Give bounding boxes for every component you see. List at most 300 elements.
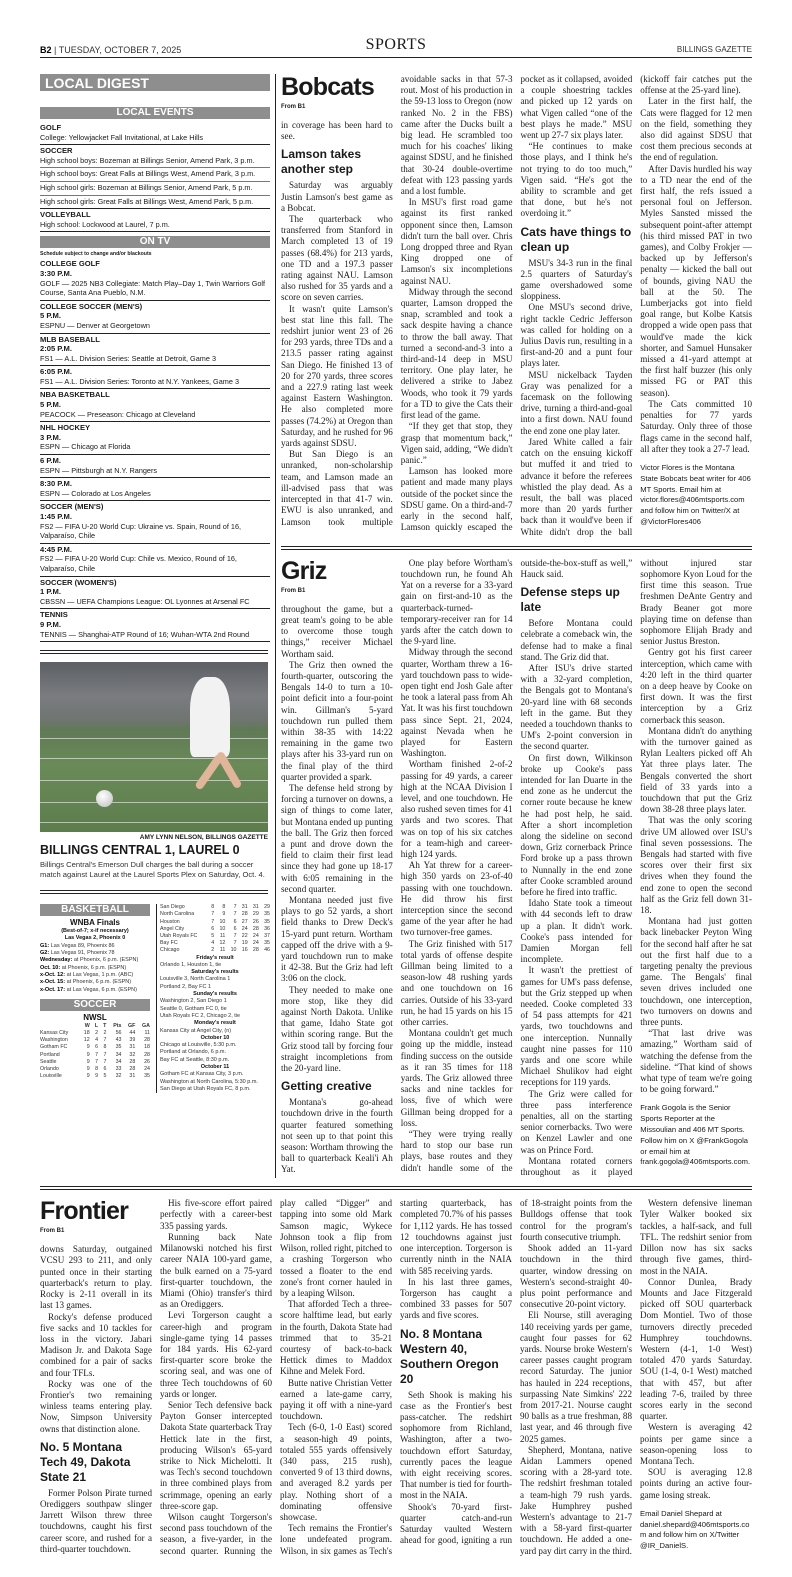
standings-cell: Portland [40,1051,60,1058]
standings-row [40,1030,150,1037]
article-paragraph: Rocky's defense produced five sacks and 10 tackles for loss in the victory. Jabari Madison Jr. and Dakota Sage combined for a pair of sacks and four TFLs. [40,1311,152,1378]
game-label: x-Oct. 12: [40,971,66,978]
standings-cell: 18 [83,1030,90,1036]
standings-cell: 9 [86,1073,90,1080]
standings-cell: 12 [219,940,226,947]
article-paragraph: It wasn't quite Lamson's best stat line this fall. The redshirt junior went 23 of 26 for 293 yards, three TDs and a 213.5 passer rating against San Diego. He finished 13 of 20 for 270 yards, three scores and a 227.9 rating last week against Eastern Washington. He also completed more passes (74.2%) at Oregon than Saturday, and he rushed for 96 yards against SDSU. [281,303,393,449]
nwsl-standings-a [40,1023,150,1081]
standings-cell: 7 [103,1058,107,1065]
wnba-title: WNBA Finals [70,918,120,928]
standings-cell: 2 [103,1030,107,1036]
article-jump-line: From B1 [281,587,306,594]
paper-name: BILLINGS GAZETTE [676,45,752,54]
tv-sport: SOCCER (WOMEN'S) [40,577,117,587]
tv-program: GOLF — 2025 NB3 Collegiate: Match Play–Day 1, Twin Warriors Golf Course, Santa Ana Pueblo, N.M. [40,278,266,298]
game-label: Oct. 10: [40,964,61,971]
page-folio: B2 | TUESDAY, OCTOBER 7, 2025 [40,45,182,55]
article-paragraph: throughout the game, but a great team's going to be able to overcome those tough things,” receiver Michael Wortham said. [281,603,393,659]
article-subhead: Lamson takes another step [281,147,362,177]
tv-time: 8:30 P.M. [40,479,72,489]
article-paragraph: On first down, Wilkinson broke up Cooke's pass intended for Ian Duarte in the end zone as he undercut the corner route because he knew he had post help, he said. After a short incompletion along the sideline on second down, Griz cornerback Prince Ford broke up a pass thrown to Nunnally in the end zone after Cooke scrambled around before he fired into traffic. [520,752,633,897]
tv-note: Schedule subject to change and/or blackouts [40,251,152,258]
standings-cell: 28 [252,947,259,954]
tv-listing [40,258,270,300]
caption-headline: BILLINGS CENTRAL 1, LAUREL 0 [40,843,240,858]
result-line: Portland 2, Bay FC 1 [160,983,212,990]
result-line: Chicago at Louisville, 5:30 p.m. [160,1042,237,1049]
standings-cell: 31 [252,904,259,911]
article-paragraph: The Griz were called for three pass interference penalties, all on the starting senior cornerbacks. Two were on Kenzel Lawler and one was on Prince Ford. [520,1088,633,1155]
tv-program: ESPN — Pittsburgh at N.Y. Rangers [40,465,158,475]
on-tv-title: ON TV [40,236,270,248]
article-paragraph: Senior Tech defensive back Payton Gonser intercepted Dakota State quarterback Tray Hettick late in the first, producing Wilson's 65-yard strike to Nick Michelotti. It was Tech's second touchdown in three combined plays from scrimmage, opening an early three-score gap. [160,1399,272,1511]
standings-row [160,911,270,918]
article-paragraph: The defense held strong by forcing a turnover on downs, a sign of things to come later, but Montana ended up punting the ball. The Griz then forced a punt and drove down the field to claim their first lead since they had gone up 18-17 with 6:05 remaining in the second quarter. [281,782,393,894]
article-body [281,74,752,538]
results-heading: October 10 [200,1034,230,1041]
results-heading: Friday's result [196,954,234,961]
article-paragraph: “If they get that stop, they grasp that momentum back,” Vigen said, adding, “We didn't panic.” [400,421,513,465]
left-rail [40,74,270,1093]
standings-cell: 7 [233,911,237,918]
article-paragraph: Later in the first half, the Cats were flagged for 12 men on the field, something they also did against SDSU that cost them precious seconds at the end of regulation. [640,96,752,163]
article-paragraph: Levi Torgerson caught a career-high and program single-game tying 14 passes for 184 yards. His 62-yard first-quarter score broke the scoring seal, and was one of three Tech touchdowns of 60 yards or longer. [160,1310,272,1399]
tv-listing [40,501,270,543]
standings-cell: 24 [241,925,248,932]
standings-cell: 10 [219,918,226,925]
tv-sport: COLLEGE SOCCER (MEN'S) [40,301,143,311]
tv-time: 3:30 P.M. [40,268,72,278]
standings-cell: 34 [115,1051,122,1058]
standings-cell: 18 [144,1044,150,1051]
local-digest-title: LOCAL DIGEST [40,74,270,91]
tv-listing [40,301,270,334]
standings-cell: 7 [103,1037,107,1044]
wnba-game [40,972,150,979]
tv-program: ESPNU — Denver at Georgetown [40,320,150,330]
standings-cell: 28 [144,1037,150,1044]
standings-cell: Seattle [40,1058,57,1065]
article-subhead: Cats have things to clean up [520,224,632,254]
column-header: Pts [113,1022,122,1029]
standings-cell: 56 [115,1030,122,1036]
result-line: Kansas City at Angel City, (n) [160,1027,232,1034]
author-bio: Email Daniel Shepard at daniel.shepard@406mtsports.com and follow him on X/Twitter @IR_DanielS. [640,1508,750,1551]
photo-credit: AMY LYNN NELSON, BILLINGS GAZETTE [139,834,268,842]
event-text: College: Yellowjacket Fall Invitational, at Lake Hills [40,132,204,142]
caption-text: Billings Central's Emerson Dull charges the ball during a soccer match against Laurel at the Laurel Sports Plex on Saturday, Oct. 4. [40,860,265,880]
tv-time: 6 P.M. [40,456,61,466]
standings-cell: 7 [211,911,215,918]
tv-listing [40,544,270,577]
article-paragraph: Montana's go-ahead touchdown drive in the fourth quarter featured something not seen up to that point this season: Wortham throwing the ball to quarterback Keali'i Ah Yat. [281,1097,393,1175]
article-paragraph: The Griz then owned the fourth-quarter, outscoring the Bengals 14-0 to turn a 10-point deficit into a four-point win. Gillman's 5-yard touchdown run pulled them within 38-35 with 14:22 remaining in the game two plays after his 33-yard run on the final play of the third quarter provided a spark. [281,659,393,782]
column-header: GA [142,1022,150,1029]
standings-cell: 46 [264,947,270,954]
standings-cell: Washington [40,1037,68,1044]
article-paragraph: In his last three games, Torgerson has caught a combined 33 passes for 507 yards and five scores. [400,1276,512,1321]
article-paragraph: Idaho State took a timeout with 44 seconds left to draw up a plan. It didn't work. Cooke's pass intended for Damien Morgan fell incomplete. [520,898,633,965]
game-info: Las Vegas 91, Phoenix 78 [50,950,115,957]
game-label: Wednesday: [40,957,73,964]
article-body [281,558,752,1179]
page-date: TUESDAY, OCTOBER 7, 2025 [58,45,182,55]
column-rule [275,74,276,1178]
standings-cell: 6 [233,918,237,925]
author-bio: Frank Gogola is the Senior Sports Reporter at the Missoulian and 406 MT Sports. Follow him on X @FrankGogola or email him at frank.gogola@406mtsports.com. [640,1103,751,1167]
standings-row [160,933,270,940]
standings-cell: 35 [144,1073,150,1080]
column-header [40,1023,78,1030]
standings-cell: 39 [129,1037,136,1044]
standings-row [40,1037,150,1044]
section-name: SPORTS [365,36,427,53]
tv-time: 5 P.M. [40,311,61,321]
standings-row [160,947,270,954]
tv-listing [40,455,270,478]
article-paragraph: Jared White called a fair catch on the ensuing kickoff but muffed it and tried to advance it before the referees whistled the play dead. As a result, the ball was placed more than 20 yards further back than it would've been if White didn't drop the ball (kickoff fair catches put the offense at the 25-yard line). [520,74,752,537]
standings-cell: Kansas City [40,1030,69,1036]
scoreboard [40,904,270,1093]
article-subhead: Defense steps up late [520,585,620,615]
result-line: Bay FC at Seattle, 8:30 p.m. [160,1056,230,1063]
article-subhead: No. 5 Montana Tech 49, Dakota State 21 [40,1439,131,1484]
article-headline: Bobcats [281,73,375,101]
nwsl-standings-b [160,904,270,954]
standings-cell: 6 [95,1044,99,1051]
event-item [40,182,270,196]
tv-program: ESPN — Colorado at Los Angeles [40,488,151,498]
standings-cell: Gotham FC [40,1044,68,1051]
standings-cell: San Diego [160,904,185,911]
standings-cell: 16 [241,947,248,954]
standings-cell: 7 [103,1051,107,1058]
article-paragraph: That was the only scoring drive UM allowed over ISU's final seven possessions. The Bengals had started with five scores over their first six drives when they found the end zone to open the second half as the Griz fell down 31-18. [640,815,752,916]
soccer-photo [40,662,268,832]
article-paragraph: Western is averaging 42 points per game since a season-opening loss to Montana Tech. [640,1422,752,1466]
article-paragraph: Seth Shook is making his case as the Frontier's best pass-catcher. The redshirt sophomore from Richland, Washington, after a two-touchdown effort Saturday, currently paces the league with eight receiving scores. That number is tied for fourth-most in the NAIA. [400,1389,512,1501]
tv-program: PEACOCK — Preseason: Chicago at Cleveland [40,409,196,419]
standings-cell: 10 [230,947,237,954]
article-paragraph: Midway through the second quarter, Wortham threw a 16-yard touchdown pass to wide-open tight end Josh Gale after he took a lateral pass from Ah Yat. It was his first touchdown pass since Sept. 21, 2024, against Nevada when he played for Eastern Washington. [400,647,513,759]
standings-cell: 29 [252,911,259,918]
event-sport: SOCCER [40,146,73,156]
standings-cell: Bay FC [160,940,178,947]
tv-listing [40,366,270,389]
result-line: Utah Royals FC 2, Chicago 2, tie [160,1012,241,1019]
tv-time: 1:45 P.M. [40,512,72,521]
tv-program: TENNIS — Shanghai-ATP Round of 16; Wuhan-WTA 2nd Round [40,629,250,639]
results-heading: Monday's result [194,1020,236,1027]
article-paragraph: MSU nickelback Tayden Gray was penalized for a facemask on the following drive, turning a third-and-goal into a first down. NAU found the end zone one play later. [520,369,633,436]
article-paragraph: SOU is averaging 12.8 points during an active four-game losing streak. [640,1467,752,1500]
wnba-game [40,987,150,994]
top-section [40,74,752,1178]
soccer-title: SOCCER [40,999,150,1011]
game-label: x-Oct. 17: [40,986,66,993]
standings-row [40,1073,150,1080]
nwsl-title: NWSL [83,1012,107,1022]
tv-program: FS2 — FIFA U-20 World Cup: Ukraine vs. Spain, Round of 16, Valparaíso, Chile [40,521,242,541]
article-paragraph: Shook added an 11-yard touchdown in the third quarter, window dressing on Western's second-straight 40-plus point performance and consecutive 20-point victory. [520,1243,632,1310]
event-sport: VOLLEYBALL [40,210,91,220]
standings-cell: Orlando [40,1066,59,1073]
column-header: GF [127,1022,136,1029]
article-paragraph: “He continues to make those plays, and I think he's not trying to do too much,” Vigen said. “He's got the ability to scramble and get that done, but he's not overdoing it.” [520,141,633,219]
result-line: Portland at Orlando, 6 p.m. [160,1049,227,1056]
tv-sport: COLLEGE GOLF [40,259,100,269]
article-paragraph: In MSU's first road game against its first ranked opponent since then, Lamson didn't turn the ball over. Chris Long dropped three and Ryan King dropped one of Lamson's six incompletions against NAU. [400,197,513,286]
standings-cell: Louisville [40,1073,62,1080]
standings-cell: 28 [241,911,248,918]
standings-cell: 36 [264,925,270,932]
tv-listing [40,334,270,367]
result-line: Washington 2, San Diego 1 [160,998,227,1005]
event-text: High school boys: Great Falls at Billings West, Amend Park, 3 p.m. [40,169,256,179]
standings-cell: 32 [129,1051,136,1058]
article-paragraph: Former Polson Pirate turned Orediggers southpaw slinger Jarrett Wilson threw three touchdowns, caught his first career score, and rushed for a third-quarter touchdown. [40,1487,152,1554]
event-sport: GOLF [40,123,62,132]
standings-cell: 7 [95,1058,99,1065]
standings-cell: 9 [86,1044,90,1051]
article-paragraph: Connor Dunlea, Brady Mounts and Jace Fitzgerald picked off SOU quarterback Dom Montiel. Two of those turnovers directly preceded Humphrey touchdowns. Western (4-1, 1-0 West) totaled 470 yards Saturday. SOU (1-4, 0-1 West) matched that with 457, but after leading 7-6, trailed by three scores early in the second quarter. [640,1276,752,1422]
standings-cell: Chicago [160,947,180,954]
standings-cell: 31 [241,904,248,911]
page-number: B2 [40,45,52,55]
article-paragraph: After Davis hurdled his way to a TD near the end of the first half, the refs issued a personal foul on Jefferson. Myles Sansted missed the subsequent point-after attempt (his third missed PAT in two games), and Colby Frokjer — backed up by Jefferson's penalty — kicked the ball out of bounds, giving NAU the ball at the 50. The Lumberjacks got into field goal range, but Kolbe Katsis dropped a wide open pass that would've made the kick shorter, and Samuel Hunsaker missed a 41-yard attempt at the first half buzzer (his only missed FG or PAT this season). [640,163,752,398]
article-subhead: Getting creative [281,1079,372,1094]
article-paragraph: After ISU's drive started with a 32-yard completion, the Bengals got to Montana's 20-yard line with 68 seconds left in the game. But they needed a touchdown thanks to UM's 2-point conversion in the second quarter. [520,662,633,752]
article-paragraph: The quarterback who transferred from Stanford in March completed 13 of 19 passes (68.4%) for 213 yards, one TD and a 197.3 passer rating against NAU. Lamson also rushed for 35 yards and a score on seven carries. [281,214,393,303]
divider [40,890,268,894]
tv-listing [40,609,270,642]
game-info: at Las Vegas, 1 p.m. (ABC) [66,971,134,978]
article-paragraph: Midway through the second quarter, Lamson dropped the snap, scrambled and took a sack despite having a chance to throw the ball away. That turned a second-and-3 into a third-and-14 deep in MSU territory. One play later, he delivered a strike to Jabez Woods, who took it 79 yards for a TD to give the Cats their first lead of the game. [400,286,513,421]
standings-cell: 35 [115,1044,122,1051]
article-paragraph: One MSU's second drive, right tackle Cedric Jefferson was called for holding on a Julius Davis run, resulting in a first-and-20 and a punt four plays later. [520,302,633,369]
article-jump-line: From B1 [281,104,306,110]
tv-time: 2:05 P.M. [40,344,72,354]
standings-cell: 11 [219,947,226,954]
standings-cell: 35 [264,911,270,918]
result-line: Seattle 0, Gotham FC 0, tie [160,1005,227,1012]
article-paragraph: That afforded Tech a three-score halftime lead, but early in the fourth, Dakota State had trimmed that to 35-21 courtesy of back-to-back Hettick dimes to Maddox Kihne and Melek Ford. [280,1299,392,1377]
tv-program: FS1 — A.L. Division Series: Toronto at N.Y. Yankees, Game 3 [40,376,240,386]
standings-row [40,1052,150,1059]
standings-cell: 9 [95,1073,99,1080]
wnba-note: (Best-of-7; x-if necessary) [61,928,129,935]
tv-listing [40,389,270,422]
article-griz [281,558,752,1179]
standings-cell: 19 [241,940,248,947]
article-paragraph: It wasn't the prettiest of games for UM's pass defense, but the Griz stepped up when needed. Cooke completed 33 of 54 pass attempts for 421 yards, two touchdowns and one interception. Nunnally caught nine passes for 110 yards and one score while Michael Shulikov had eight receptions for 119 yards. [520,965,633,1088]
standings-cell: 8 [95,1066,99,1073]
column-header: L [94,1022,99,1029]
game-info: Las Vegas 89, Phoenix 86 [50,942,115,949]
article-paragraph: His five-score effort paired perfectly with a career-best 335 passing yards. [160,1198,272,1231]
standings-cell: 12 [83,1037,90,1044]
wnba-game [40,965,150,972]
results-heading: October 11 [200,1064,230,1070]
standings-cell: 11 [144,1030,150,1036]
standings-cell: 6 [233,925,237,932]
column-header: W [84,1022,90,1029]
article-paragraph: Ah Yat threw for a career-high 350 yards on 23-of-40 passing with one touchdown. He did throw his first interception since the second game of the year after he had two turnover-free games. [400,860,513,938]
article-headline: Frontier [40,1197,129,1226]
article-paragraph: Wortham finished 2-of-2 passing for 49 yards, a career high at the NCAA Division I level, and one touchdown. He also rushed seven times for 41 yards and two scores. That was on top of his six catches for a team-high and career-high 124 yards. [400,759,513,859]
standings-cell: Utah Royals FC [160,932,198,939]
page-header [40,38,752,58]
event-text: High school: Lockwood at Laurel, 7 p.m. [40,219,170,229]
tv-time: 5 P.M. [40,400,61,410]
standings-cell: 2 [211,947,215,954]
standings-cell: 8 [211,904,215,911]
article-paragraph: Montana didn't do anything with the turnover gained as Rylan Lealters picked off Ah Yat three plays later. The Bengals converted the short field of 33 yards into a touchdown that put the Griz down 38-28 three plays later. [640,725,752,815]
standings-cell: 11 [219,932,226,939]
tv-program: CBSSN — UEFA Champions League: OL Lyonnes at Arsenal FC [40,596,250,606]
article-paragraph: The Griz finished with 517 total yards of offense despite Gillman being limited to a season-low 48 rushing yards and one touchdown on 16 carries. Outside of his 33-yard run, he had 15 yards on his 15 other carries. [400,938,513,1028]
standings-cell: 35 [264,918,270,925]
article-paragraph: downs Saturday, outgained VCSU 293 to 211, and only punted once in their starting quarterback's return to play. Rocky is 2-11 overall in its last 13 games. [40,1244,152,1311]
standings-cell: 9 [86,1066,90,1073]
standings-cell: 24 [144,1066,150,1073]
standings-cell: 8 [103,1044,107,1051]
event-item [40,145,270,168]
author-bio: Victor Flores is the Montana State Bobcats beat writer for 406 MT Sports. Email him at victor.flores@406mtsports.com and follow him on Twitter/X at @VictorFlores406 [640,462,751,526]
game-label: G2: [40,950,50,957]
article-paragraph: Shook's 70-yard first-quarter catch-and-run Saturday vaulted Western ahead for good, igniting a run of 18-straight points from the Bulldogs offense that took control for the program's fourth consecutive triumph. [400,1198,632,1546]
standings-cell: 2 [95,1030,99,1036]
standings-cell: Angel City [160,925,185,932]
tv-time: 1 P.M. [40,587,61,597]
article-paragraph: One play before Wortham's touchdown run, he found Ah Yat on a reverse for a 33-yard gain on first-and-10 as the quarterback-turned-temporary-receiver ran for 14 yards after the catch down to the 9-yard line. [400,557,513,647]
results-heading: Sunday's results [193,991,237,998]
article-paragraph: Running back Nate Milanowski notched his first career NAIA 100-yard game, the bulk earned on a 75-yard first-quarter touchdown, the Miami (Ohio) transfer's third as an Orediggers. [160,1231,272,1310]
tv-sport: NBA BASKETBALL [40,390,110,400]
standings-cell: 37 [264,932,270,939]
article-paragraph: But San Diego is an unranked, non-scholarship team, and Lamson made an ill-advised pass that was intercepted in that 41-7 win. EWU is also unranked, and Lamson took multiple avoidable sacks in that 57-3 rout. Most of his production in the 59-13 loss to Oregon (now ranked No. 2 in the FBS) came after the Ducks built a big lead. He scrambled too much for his coaches' liking against SDSU, and he finished that 30-24 double-overtime defeat with 123 passing yards and a lost fumble. [281,74,513,527]
standings-row [160,904,270,911]
divider [40,1186,752,1190]
standings-cell: 44 [129,1030,136,1036]
event-item [40,168,270,182]
standings-cell: 43 [115,1037,122,1044]
standings-row [160,919,270,926]
tv-time: 4:45 P.M. [40,544,72,554]
article-paragraph: Tech (6-0, 1-0 East) scored a season-high 49 points, totaled 555 yards offensively (340 pass, 215 rush), converted 9 of 13 third downs, and averaged 8.2 yards per play. Nothing short of a dominating offensive showcase. [280,1422,392,1522]
result-line: Washington at North Carolina, 5:30 p.m. [160,1078,258,1085]
article-paragraph: Lamson has looked more patient and made many plays outside of the pocket since the SDSU game. On a third-and-7 early in the second half, Lamson quickly escaped the pocket as it collapsed, avoided a couple shoestring tackles and picked up 12 yards on what Vigen called “one of the best plays he made.” MSU went up 27-7 six plays later. [400,74,633,533]
article-paragraph: The Cats committed 10 penalties for 77 yards Saturday. Only three of those flags came in the second half, all after they took a 27-7 lead. [640,398,752,454]
tv-listing [40,577,270,610]
article-paragraph: Montana had just gotten back linebacker Peyton Wing for the second half after he sat out the first half due to a targeting penalty the previous game. The Bengals' final seven drives included one touchdown, one interception, two turnovers on downs and three punts. [640,916,752,1028]
results-heading: Saturday's results [191,969,239,976]
standings-cell: 33 [115,1066,122,1073]
tv-time: 9 P.M. [40,619,61,629]
wnba-game [40,979,150,986]
article-paragraph: Wilson caught Torgerson's second pass touchdown of the season, a five-yarder, in the second quarter. Running the play called “Digger” and tapping into some old Mark Samson magic, Wykece Johnson took a flip from Wilson, rolled right, pitched to a crashing Torgerson who tossed a floater to the end zone's front corner hauled in by a leaping Wilson. [160,1198,392,1556]
standings-cell: 28 [144,1051,150,1058]
standings-cell: 7 [95,1051,99,1058]
tv-sport: NHL HOCKEY [40,423,91,433]
article-paragraph: “They were trying really hard to stop our base run plays, base routes and they didn't handle some of the outside-the-box-stuff as well,” Hauck said. [400,557,633,1173]
wnba-game [40,950,150,957]
article-paragraph: “That last drive was amazing,” Wortham said of watching the defense from the sideline. “That kind of shows what type of team we're going to be going forward.” [640,1028,752,1095]
article-paragraph: Montana couldn't get much going up the middle, instead finding success on the outside as it ran 35 times for 118 yards. The Griz allowed three sacks and nine tackles for loss, five of which were Gillman being dropped for a loss. [400,1028,513,1128]
standings-cell: 4 [95,1037,99,1044]
tv-program: ESPN — Chicago at Florida [40,442,131,452]
standings-cell: 7 [233,940,237,947]
article-paragraph: Tech remains the Frontier's lone undefeated program. Wilson, in six games as Tech's starting quarterback, has completed 70.7% of his passes for 1,112 yards. He has tossed 12 touchdowns against just one interception. Torgerson is currently ninth in the NAIA with 585 receiving yards. [280,1198,512,1556]
article-paragraph: Butte native Christian Vetter earned a late-game carry, paying it off with a nine-yard touchdown. [280,1377,392,1422]
standings-cell: 35 [264,940,270,947]
standings-cell: 26 [144,1058,150,1065]
right-stories [281,74,752,1178]
standings-cell: 31 [129,1044,136,1051]
game-info: at Las Vegas, 6 p.m. (ESPN) [66,986,137,993]
local-digest [40,74,270,642]
tv-program: FS1 — A.L. Division Series: Seattle at Detroit, Game 3 [40,353,217,363]
tv-listing [40,422,270,455]
standings-cell: 31 [129,1073,136,1080]
standings-cell: 34 [115,1058,122,1065]
standings-cell: 22 [241,932,248,939]
standings-row [160,926,270,933]
basketball-title: BASKETBALL [40,904,150,916]
tv-program: FS2 — FIFA U-20 World Cup: Chile vs. Mexico, Round of 16, Valparaíso, Chile [40,554,237,573]
article-paragraph: Montana needed just five plays to go 52 yards, a short field thanks to Drew Deck's 15-yard punt return. Wortham capped off the drive with a 9-yard touchdown run to make it 42-38. But the Griz had left 3:06 on the clock. [281,895,393,984]
wnba-game [40,943,150,950]
standings-cell: North Carolina [160,911,195,918]
tv-time: 3 P.M. [40,432,61,442]
standings-row [40,1044,150,1051]
standings-row [160,940,270,947]
result-line: Orlando 1, Houston 1, tie [160,961,222,968]
tv-sport: MLB BASEBALL [40,334,100,344]
standings-row [40,1066,150,1073]
standings-cell: 6 [211,925,215,932]
standings-cell: 29 [264,904,270,911]
game-info: at Phoenix, 6 p.m. (ESPN) [73,957,139,964]
wnba-game [40,957,150,964]
local-events-title: LOCAL EVENTS [40,107,270,119]
article-paragraph: in coverage has been hard to see. [281,120,393,142]
standings-cell: 7 [211,918,215,925]
standings-cell: 8 [222,904,226,911]
event-item [40,122,270,145]
article-headline: Griz [281,556,327,585]
game-info: at Phoenix, 6 p.m. (ESPN) [61,964,127,971]
standings-cell: 7 [233,904,237,911]
event-text: High school boys: Bozeman at Billings Senior, Amend Park, 3 p.m. [40,155,255,165]
article-bobcats [281,74,752,538]
article-paragraph: Saturday was arguably Justin Lamson's best game as a Bobcat. [281,180,393,213]
article-paragraph: Western defensive lineman Tyler Walker booked six tackles, a half-sack, and full TFL. The redshirt senior from Dillon now has six sacks through five games, third-most in the NAIA. [640,1198,752,1276]
standings-cell: 7 [233,932,237,939]
standings-row [40,1059,150,1066]
article-paragraph: Montana rotated corners throughout as it played without injured star sophomore Kyon Loud for the first time this season. True freshmen DeAnte Gentry and Brady Beaner got more playing time on defense than sophomore Elijah Brady and senior Justus Breston. [520,557,752,1178]
standings-cell: 32 [115,1073,122,1080]
article-body [40,1198,752,1557]
standings-cell: 28 [252,925,259,932]
article-paragraph: They needed to make one more stop, like they did against North Dakota. Unlike that game, Idaho State got within scoring range. But the Griz stood tall by forcing four straight incompletions from the 20-yard line. [281,984,393,1074]
result-line: Louisville 3, North Carolina 1 [160,976,231,983]
article-paragraph: Rocky was one of the Frontier's two remaining winless teams entering play. Now, Simpson University owns that distinction alone. [40,1378,152,1434]
tv-sport: SOCCER (MEN'S) [40,502,104,512]
photo-caption [40,843,270,880]
standings-cell: 5 [103,1073,107,1080]
event-item [40,209,270,232]
